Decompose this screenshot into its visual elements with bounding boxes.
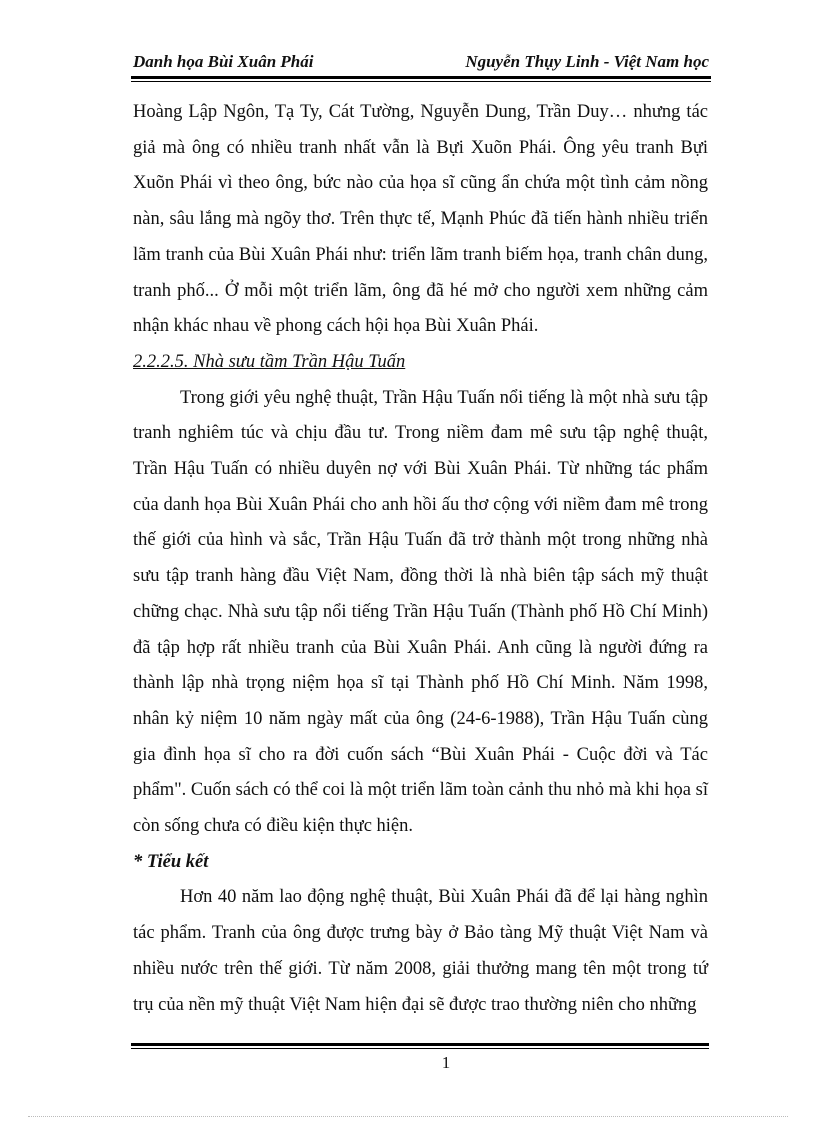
- page-body: [133, 95, 708, 1023]
- page-bottom-edge: [28, 1116, 788, 1117]
- page-number: 1: [441, 1053, 451, 1072]
- header-divider-thick: [131, 76, 711, 79]
- header-divider-thin: [131, 81, 711, 82]
- paragraph-summary: Hơn 40 năm lao động nghệ thuật, Bùi Xuân Phái đã để lại hàng nghìn tác phẩm. Tranh của ông được trưng bày ở Bảo tàng Mỹ thuật Việt Nam và nhiều nước trên thế giới. Từ năm 2008, giải thưởng mang tên một trong tứ trụ của nền mỹ thuật Việt Nam hiện đại sẽ được trao thường niên cho những: [133, 887, 708, 1015]
- footer-divider-thick: [131, 1043, 709, 1046]
- paragraph-manh-phuc-continuation: Hoàng Lập Ngôn, Tạ Ty, Cát Tường, Nguyễn Dung, Trần Duy… nhưng tác giả mà ông có nhiều tranh nhất vẫn là Bựi Xuõn Phái. Ông yêu tranh Bựi Xuõn Phái vì theo ông, bức nào của họa sĩ cũng ẩn chứa một tình cảm nồng nàn, sâu lắng mà ngõy thơ. Trên thực tế, Mạnh Phúc đã tiến hành nhiều triển lãm tranh của Bùi Xuân Phái như: triển lãm tranh biếm họa, tranh chân dung, tranh phố... Ở mỗi một triển lãm, ông đã hé mở cho người xem những cảm nhận khác nhau về phong cách hội họa Bùi Xuân Phái.: [133, 102, 708, 337]
- page-header: [133, 50, 709, 76]
- summary-heading: * Tiểu kết: [133, 851, 209, 872]
- paragraph-tran-hau-tuan: Trong giới yêu nghệ thuật, Trần Hậu Tuấn nổi tiếng là một nhà sưu tập tranh nghiêm túc và chịu đầu tư. Trong niềm đam mê sưu tập nghệ thuật, Trần Hậu Tuấn có nhiều duyên nợ với Bùi Xuân Phái. Từ những tác phẩm của danh họa Bùi Xuân Phái cho anh hồi ấu thơ cộng với niềm đam mê trong thế giới của hình và sắc, Trần Hậu Tuấn đã trở thành một trong những nhà sưu tập tranh hàng đầu Việt Nam, đồng thời là nhà biên tập sách mỹ thuật chững chạc. Nhà sưu tập nổi tiếng Trần Hậu Tuấn (Thành phố Hồ Chí Minh) đã tập hợp rất nhiều tranh của Bùi Xuân Phái. Anh cũng là người đứng ra thành lập nhà trọng niệm họa sĩ tại Thành phố Hồ Chí Minh. Năm 1998, nhân kỷ niệm 10 năm ngày mất của ông (24-6-1988), Trần Hậu Tuấn cùng gia đình họa sĩ cho ra đời cuốn sách “Bùi Xuân Phái - Cuộc đời và Tác phẩm". Cuốn sách có thể coi là một triển lãm toàn cảnh thu nhỏ mà khi họa sĩ còn sống chưa có điều kiện thực hiện.: [133, 387, 708, 837]
- header-author: Nguyễn Thụy Linh - Việt Nam học: [465, 52, 709, 71]
- footer-divider: [131, 1043, 709, 1049]
- section-heading-tran-hau-tuan: 2.2.2.5. Nhà sưu tầm Trần Hậu Tuấn: [133, 351, 406, 372]
- header-document-title: Danh họa Bùi Xuân Phái: [133, 52, 314, 71]
- footer-divider-thin: [131, 1048, 709, 1049]
